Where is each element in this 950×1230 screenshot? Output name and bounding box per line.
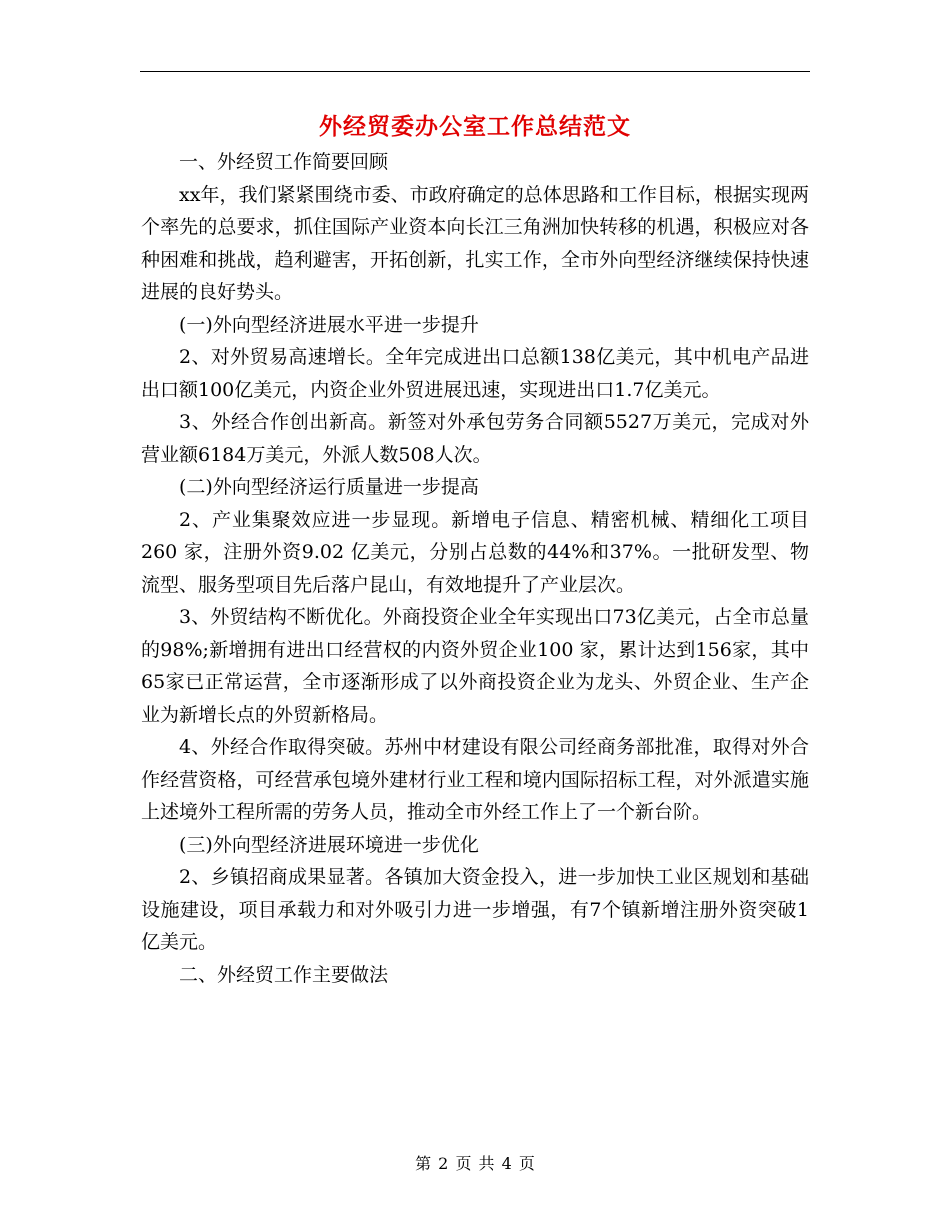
paragraph: (二)外向型经济运行质量进一步提高: [179, 476, 479, 498]
paragraph: 2、产业集聚效应进一步显现。新增电子信息、精密机械、精细化工项目 260 家，注册外资9.02 亿美元，分别占总数的44%和37%。一批研发型、物流型、服务型项目先后落户昆山，有效地提升了产业层次。: [141, 508, 809, 596]
paragraph: 2、乡镇招商成果显著。各镇加大资金投入，进一步加快工业区规划和基础设施建设，项目承载力和对外吸引力进一步增强，有7个镇新增注册外资突破1亿美元。: [141, 866, 809, 953]
paragraph: 4、外经合作取得突破。苏州中材建设有限公司经商务部批准，取得对外合作经营资格，可经营承包境外建材行业工程和境内国际招标工程，对外派遣实施上述境外工程所需的劳务人员，推动全市外经工作上了一个新台阶。: [141, 736, 809, 823]
paragraph: xx年，我们紧紧围绕市委、市政府确定的总体思路和工作目标，根据实现两个率先的总要求，抓住国际产业资本向长江三角洲加快转移的机遇，积极应对各种困难和挑战，趋利避害，开拓创新，扎实工作，全市外向型经济继续保持快速进展的良好势头。: [141, 183, 809, 303]
document-title: 外经贸委办公室工作总结范文: [319, 113, 631, 140]
document-body: [141, 146, 809, 991]
paragraph: 二、外经贸工作主要做法: [179, 963, 389, 986]
paragraph: 2、对外贸易高速增长。全年完成进出口总额138亿美元，其中机电产品进出口额100亿美元，内资企业外贸进展迅速，实现进出口1.7亿美元。: [141, 346, 809, 401]
paragraph: 3、外贸结构不断优化。外商投资企业全年实现出口73亿美元，占全市总量的98%;新增拥有进出口经营权的内资外贸企业100 家，累计达到156家，其中65家已正常运营，全市逐渐形成了以外商投资企业为龙头、外贸企业、生产企业为新增长点的外贸新格局。: [141, 606, 809, 726]
page-number: 第 2 页 共 4 页: [415, 1154, 535, 1173]
paragraph: 3、外经合作创出新高。新签对外承包劳务合同额5527万美元，完成对外营业额6184万美元，外派人数508人次。: [141, 411, 809, 466]
header-rule: [140, 71, 810, 72]
paragraph: (三)外向型经济进展环境进一步优化: [179, 833, 479, 856]
paragraph: 一、外经贸工作简要回顾: [179, 151, 389, 173]
paragraph: (一)外向型经济进展水平进一步提升: [179, 313, 479, 336]
